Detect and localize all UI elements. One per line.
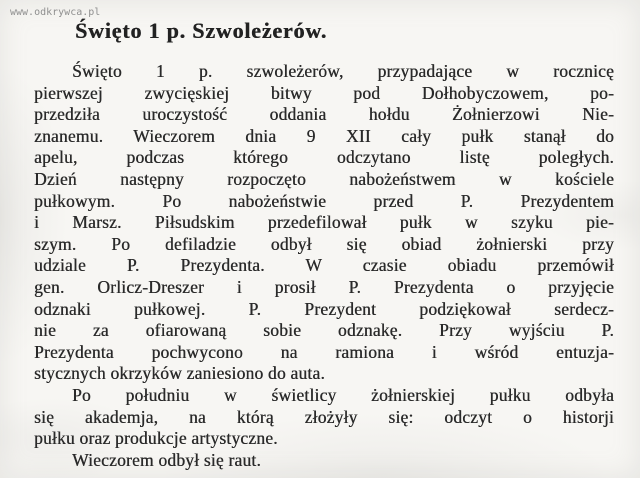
text-line: pułku oraz produkcje artystyczne. bbox=[34, 428, 278, 449]
text-line: i Marsz. Piłsudskim przedefilował pułk w szyku pie- bbox=[34, 212, 614, 233]
article-title: Święto 1 p. Szwoleżerów. bbox=[75, 18, 327, 43]
text-line: Prezydenta pochwycono na ramiona i wśród entuzja- bbox=[34, 341, 614, 362]
text-line: Wieczorem odbył się raut. bbox=[72, 449, 261, 470]
watermark-url: www.odkrywca.pl bbox=[10, 7, 101, 18]
text-line: gen. Orlicz-Dreszer i prosił P. Prezydenta o przyjęcie bbox=[34, 276, 614, 297]
text-line: przedziła uroczystość oddania hołdu Żołnierzowi Nie- bbox=[34, 104, 614, 125]
text-line: się akademja, na którą złożyły się: odczyt o historji bbox=[34, 406, 614, 427]
text-line: szym. Po defiladzie odbył się obiad żołnierski przy bbox=[34, 233, 614, 254]
article bbox=[34, 18, 614, 471]
text-line: apelu, podczas którego odczytano listę poległych. bbox=[34, 147, 614, 168]
text-line: pierwszej zwycięskiej bitwy pod Dołhobyczowem, po- bbox=[34, 82, 614, 103]
article-body bbox=[34, 61, 614, 471]
text-line: pułkowym. Po nabożeństwie przed P. Prezydentem bbox=[34, 190, 614, 211]
text-line: znanemu. Wieczorem dnia 9 XII cały pułk stanął do bbox=[34, 125, 614, 146]
text-line: odznaki pułkowej. P. Prezydent podziękował serdecz- bbox=[34, 298, 614, 319]
text-line: nie za ofiarowaną sobie odznakę. Przy wyjściu P. bbox=[34, 320, 614, 341]
text-line: Po południu w świetlicy żołnierskiej pułku odbyła bbox=[72, 384, 614, 405]
text-line: Dzień następny rozpoczęto nabożeństwem w kościele bbox=[34, 168, 614, 189]
text-line: udziale P. Prezydenta. W czasie obiadu przemówił bbox=[34, 255, 614, 276]
text-line: stycznych okrzyków zaniesiono do auta. bbox=[34, 363, 325, 384]
text-line: Święto 1 p. szwoleżerów, przypadające w rocznicę bbox=[72, 61, 614, 81]
